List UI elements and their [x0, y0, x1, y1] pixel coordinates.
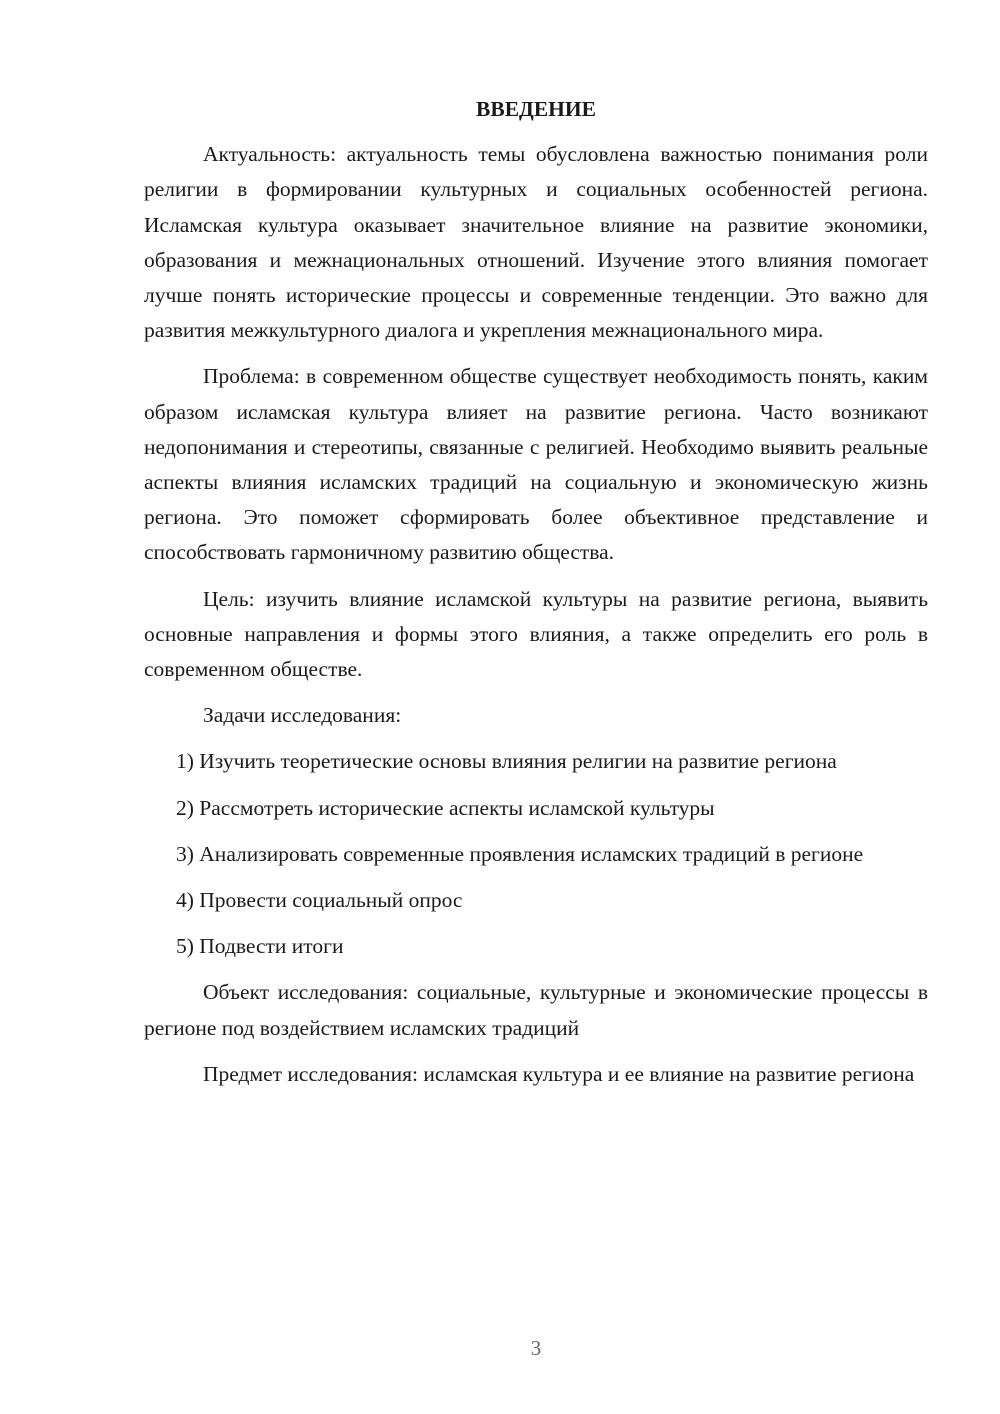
- list-item: 5) Подвести итоги: [176, 934, 344, 959]
- page-number: 3: [530, 1336, 542, 1360]
- tasks-list: [144, 744, 928, 964]
- document-heading: ВВЕДЕНИЕ: [476, 97, 596, 121]
- document-page: [144, 92, 928, 1103]
- object-paragraph: Объект исследования: социальные, культурные и экономические процессы в регионе под воздействием исламских традиций: [144, 980, 928, 1040]
- list-item: 2) Рассмотреть исторические аспекты исламской культуры: [176, 795, 715, 820]
- list-item: 3) Анализировать современные проявления исламских традиций в регионе: [176, 841, 864, 866]
- list-item: 1) Изучить теоретические основы влияния религии на развитие региона: [176, 749, 837, 774]
- subject-paragraph: Предмет исследования: исламская культура и ее влияние на развитие региона: [203, 1061, 915, 1086]
- tasks-heading: Задачи исследования:: [203, 703, 402, 728]
- goal-paragraph: Цель: изучить влияние исламской культуры на развитие региона, выявить основные направления и формы этого влияния, а также определить его роль в современном обществе.: [144, 586, 928, 682]
- relevance-paragraph: Актуальность: актуальность темы обусловлена важностью понимания роли религии в формировании культурных и социальных особенностей региона. Исламская культура оказывает значительное влияние на развитие экономики, образования и межнациональных отношений. Изучение этого влияния помогает лучше понять исторические процессы и современные тенденции. Это важно для развития межкультурного диалога и укрепления межнационального мира.: [144, 142, 928, 343]
- list-item: 4) Провести социальный опрос: [176, 888, 463, 913]
- problem-paragraph: Проблема: в современном обществе существует необходимость понять, каким образом исламская культура влияет на развитие региона. Часто возникают недопонимания и стереотипы, связанные с религией. Необходимо выявить реальные аспекты влияния исламских традиций на социальную и экономическую жизнь региона. Это поможет сформировать более объективное представление и способствовать гармоничному развитию общества.: [144, 364, 928, 565]
